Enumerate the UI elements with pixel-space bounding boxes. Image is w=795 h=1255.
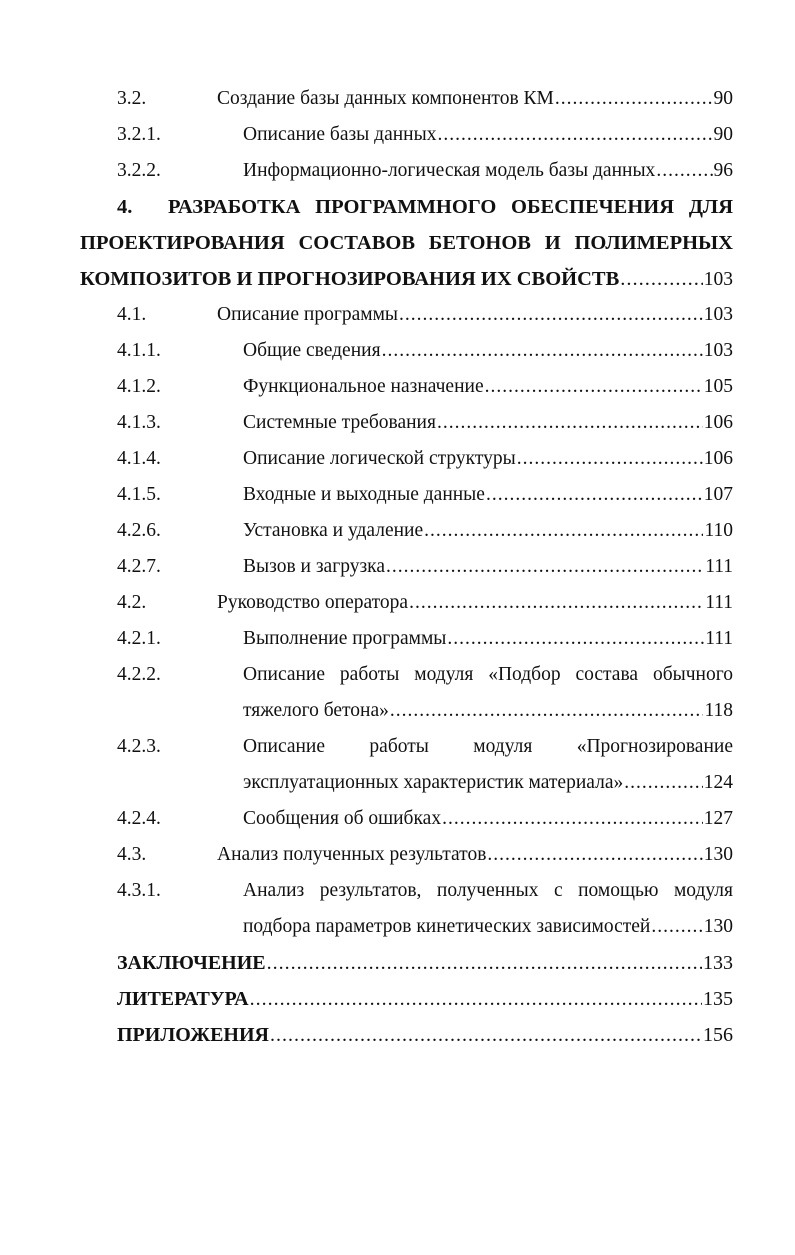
dot-leader bbox=[651, 912, 702, 942]
dot-leader bbox=[620, 264, 702, 294]
toc-entry-conclusion[interactable] bbox=[0, 948, 795, 984]
dot-leader bbox=[442, 804, 703, 834]
toc-title: Общие сведения bbox=[243, 340, 381, 361]
toc-title: Системные требования bbox=[243, 412, 436, 433]
dot-leader bbox=[486, 480, 703, 510]
toc-number: 4.2. bbox=[117, 592, 147, 613]
toc-number: 4.2.7. bbox=[117, 556, 161, 577]
dot-leader bbox=[382, 336, 703, 366]
dot-leader bbox=[624, 768, 703, 798]
toc-chapter-4[interactable] bbox=[0, 192, 795, 300]
dot-leader bbox=[270, 1020, 702, 1050]
toc-title: Вызов и загрузка bbox=[243, 556, 385, 577]
toc-entry-3-2-2[interactable] bbox=[0, 156, 795, 192]
toc-number: 4.1.1. bbox=[117, 340, 161, 361]
dot-leader bbox=[487, 840, 702, 870]
dot-leader bbox=[517, 444, 703, 474]
toc-entry-4-3-1[interactable] bbox=[0, 876, 795, 948]
dot-leader bbox=[250, 984, 702, 1014]
toc-title: Установка и удаление bbox=[243, 520, 424, 541]
toc-page-number: 130 bbox=[703, 844, 733, 865]
toc-title: ПРИЛОЖЕНИЯ bbox=[117, 1024, 269, 1046]
toc-number: 3.2. bbox=[117, 88, 147, 109]
toc-number: 4.1.2. bbox=[117, 376, 161, 397]
toc-entry-4-1[interactable] bbox=[0, 300, 795, 336]
toc-number: 4.2.3. bbox=[117, 736, 161, 757]
toc-number: 3.2.1. bbox=[117, 124, 161, 145]
toc-number: 4.3. bbox=[117, 844, 147, 865]
toc-number: 4.2.4. bbox=[117, 808, 161, 829]
toc-number: 4.3.1. bbox=[117, 880, 161, 901]
dot-leader bbox=[267, 948, 702, 978]
toc-title: Руководство оператора bbox=[217, 592, 409, 613]
toc-title: Создание базы данных компонентов КМ bbox=[217, 88, 554, 109]
toc-page-number: 111 bbox=[705, 628, 733, 649]
toc-page-number: 103 bbox=[703, 304, 733, 325]
toc-number: 4.1.4. bbox=[117, 448, 161, 469]
toc-page-number: 111 bbox=[705, 592, 733, 613]
toc-title: ЗАКЛЮЧЕНИЕ bbox=[117, 952, 266, 974]
toc-title-line-1: Описание работы модуля «Подбор состава обычного bbox=[243, 664, 733, 685]
toc-page-number: 135 bbox=[703, 988, 733, 1010]
toc-title: Входные и выходные данные bbox=[243, 484, 485, 505]
chapter-title-line-2: ПРОЕКТИРОВАНИЯ СОСТАВОВ БЕТОНОВ И ПОЛИМЕРНЫХ bbox=[80, 232, 733, 254]
toc-title: ЛИТЕРАТУРА bbox=[117, 988, 249, 1010]
toc-entry-4-3[interactable] bbox=[0, 840, 795, 876]
toc-page-number: 90 bbox=[713, 124, 733, 145]
chapter-title-line-3: КОМПОЗИТОВ И ПРОГНОЗИРОВАНИЯ ИХ СВОЙСТВ bbox=[80, 268, 620, 290]
dot-leader bbox=[437, 408, 703, 438]
toc-number: 4.1.5. bbox=[117, 484, 161, 505]
table-of-contents bbox=[0, 84, 795, 1056]
toc-page-number: 111 bbox=[705, 556, 733, 577]
toc-page-number: 103 bbox=[703, 340, 733, 361]
toc-title-line-2: эксплуатационных характеристик материала» bbox=[243, 772, 624, 793]
dot-leader bbox=[409, 588, 704, 618]
dot-leader bbox=[390, 696, 704, 726]
chapter-title-line-1: РАЗРАБОТКА ПРОГРАММНОГО ОБЕСПЕЧЕНИЯ ДЛЯ bbox=[168, 196, 733, 218]
toc-page-number: 103 bbox=[703, 269, 733, 290]
dot-leader bbox=[437, 120, 712, 150]
dot-leader bbox=[447, 624, 704, 654]
toc-title: Анализ полученных результатов bbox=[217, 844, 487, 865]
toc-entry-literature[interactable] bbox=[0, 984, 795, 1020]
toc-page-number: 106 bbox=[703, 412, 733, 433]
dot-leader bbox=[555, 84, 713, 114]
toc-entry-4-1-1[interactable] bbox=[0, 336, 795, 372]
toc-entry-4-2-7[interactable] bbox=[0, 552, 795, 588]
toc-entry-3-2-1[interactable] bbox=[0, 120, 795, 156]
toc-page-number: 124 bbox=[703, 772, 733, 793]
toc-title: Описание базы данных bbox=[243, 124, 437, 145]
toc-page-number: 127 bbox=[703, 808, 733, 829]
toc-page-number: 107 bbox=[703, 484, 733, 505]
toc-entry-4-2-2[interactable] bbox=[0, 660, 795, 732]
toc-number: 4.1. bbox=[117, 304, 147, 325]
toc-page-number: 96 bbox=[713, 160, 733, 181]
toc-title-line-1: Анализ результатов, полученных с помощью модуля bbox=[243, 880, 733, 901]
toc-page-number: 105 bbox=[703, 376, 733, 397]
toc-title-line-2: подбора параметров кинетических зависимостей bbox=[243, 916, 651, 937]
toc-entry-4-2-1[interactable] bbox=[0, 624, 795, 660]
toc-page-number: 156 bbox=[703, 1024, 733, 1046]
toc-title-line-1: Описание работы модуля «Прогнозирование bbox=[243, 736, 733, 757]
dot-leader bbox=[656, 156, 712, 186]
toc-entry-4-2-3[interactable] bbox=[0, 732, 795, 804]
toc-page-number: 133 bbox=[703, 952, 733, 974]
toc-entry-3-2[interactable] bbox=[0, 84, 795, 120]
toc-entry-4-1-5[interactable] bbox=[0, 480, 795, 516]
toc-entry-4-1-4[interactable] bbox=[0, 444, 795, 480]
dot-leader bbox=[399, 300, 703, 330]
toc-entry-4-2[interactable] bbox=[0, 588, 795, 624]
toc-number: 4.2.2. bbox=[117, 664, 161, 685]
toc-entry-4-1-3[interactable] bbox=[0, 408, 795, 444]
toc-title: Выполнение программы bbox=[243, 628, 447, 649]
toc-entry-4-2-4[interactable] bbox=[0, 804, 795, 840]
toc-number: 4.1.3. bbox=[117, 412, 161, 433]
toc-number: 4.2.6. bbox=[117, 520, 161, 541]
toc-title: Функциональное назначение bbox=[243, 376, 484, 397]
dot-leader bbox=[386, 552, 704, 582]
toc-page-number: 110 bbox=[704, 520, 733, 541]
toc-number: 4. bbox=[117, 196, 133, 218]
toc-page-number: 90 bbox=[713, 88, 733, 109]
dot-leader bbox=[424, 516, 703, 546]
toc-page-number: 130 bbox=[703, 916, 733, 937]
toc-entry-4-1-2[interactable] bbox=[0, 372, 795, 408]
toc-entry-appendices[interactable] bbox=[0, 1020, 795, 1056]
toc-title: Сообщения об ошибках bbox=[243, 808, 442, 829]
toc-number: 4.2.1. bbox=[117, 628, 161, 649]
toc-page-number: 118 bbox=[704, 700, 733, 721]
toc-title: Информационно-логическая модель базы данных bbox=[243, 160, 656, 181]
toc-page-number: 106 bbox=[703, 448, 733, 469]
toc-title-line-2: тяжелого бетона» bbox=[243, 700, 389, 721]
dot-leader bbox=[485, 372, 703, 402]
toc-title: Описание логической структуры bbox=[243, 448, 516, 469]
toc-number: 3.2.2. bbox=[117, 160, 161, 181]
toc-title: Описание программы bbox=[217, 304, 399, 325]
toc-entry-4-2-6[interactable] bbox=[0, 516, 795, 552]
